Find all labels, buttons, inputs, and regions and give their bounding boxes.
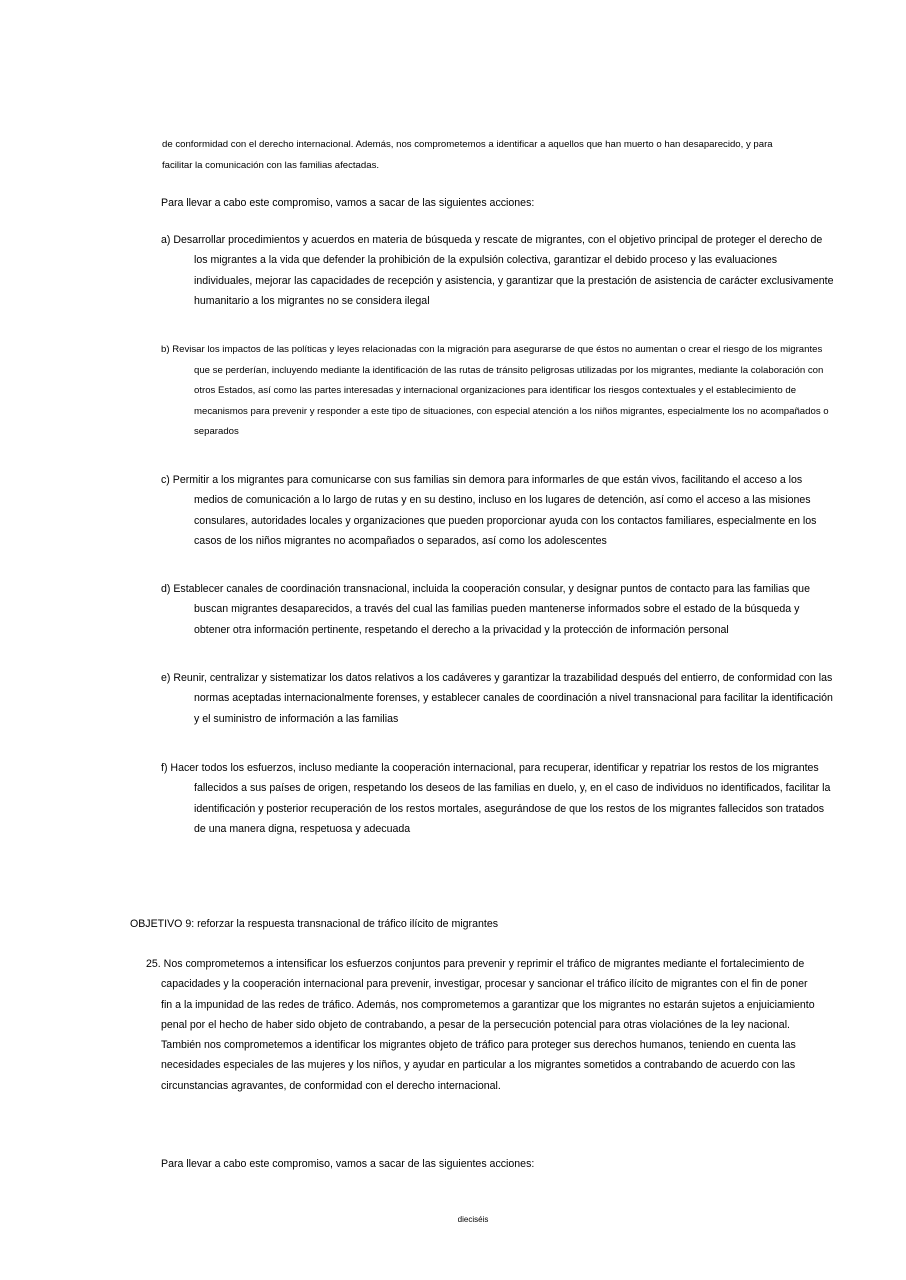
- actions-intro: Para llevar a cabo este compromiso, vamos a sacar de las siguientes acciones:: [161, 197, 535, 209]
- actions-intro-2: Para llevar a cabo este compromiso, vamos a sacar de las siguientes acciones:: [161, 1158, 535, 1170]
- paragraph-25: 25. Nos comprometemos a intensificar los esfuerzos conjuntos para prevenir y reprimir el tráfico de migrantes mediante el fortalecimiento de capacidades y la cooperación internacional para prevenir, investigar, procesar y sancionar el tráfico ilícito de migrantes con el fin de poner fin a la impunidad de las redes de tráfico. Además, nos comprometemos a garantizar que los migrantes no estarán sujetos a enjuiciamiento penal por el hecho de haber sido objeto de contrabando, a pesar de la persecución potencial para otras violaciónes de la ley nacional. También nos comprometemos a identificar los migrantes objeto de tráfico para proteger sus derechos humanos, teniendo en cuenta las necesidades especiales de las mujeres y los niños, y ayudar en particular a los migrantes sometidos a contrabando de acuerdo con las circunstancias agravantes, de conformidad con el derecho internacional.: [146, 958, 815, 1092]
- intro-paragraph: de conformidad con el derecho internacional. Además, nos comprometemos a identificar a aquellos que han muerto o han desaparecido, y para facilitar la comunicación con las familias afectadas.: [162, 139, 773, 171]
- action-item-b: b) Revisar los impactos de las políticas y leyes relacionadas con la migración para asegurarse de que éstos no aumentan o crear el riesgo de los migrantes que se perderían, incluyendo mediante la identificación de las rutas de tránsito peligrosas utilizadas por los migrantes, mediante la colaboración con otros Estados, así como las partes interesadas y internacional organizaciones para identificar los riesgos contextuales y el establecimiento de mecanismos para prevenir y responder a este tipo de situaciones, con especial atención a los niños migrantes, especialmente los no acompañados o separados: [161, 344, 829, 437]
- action-item-c: c) Permitir a los migrantes para comunicarse con sus familias sin demora para informarles de que están vivos, facilitando el acceso a los medios de comunicación a lo largo de rutas y en su destino, incluso en los lugares de detención, así como el acceso a las misiones consulares, autoridades locales y organizaciones que pueden proporcionar ayuda con los contactos familiares, especialmente en los casos de los niños migrantes no acompañados o separados, así como los adolescentes: [161, 474, 817, 547]
- action-item-a: a) Desarrollar procedimientos y acuerdos en materia de búsqueda y rescate de migrantes, con el objetivo principal de proteger el derecho de los migrantes a la vida que defender la prohibición de la expulsión colectiva, garantizar el debido proceso y las evaluaciones individuales, mejorar las capacidades de recepción y asistencia, y garantizar que la prestación de asistencia de carácter exclusivamente humanitario a los migrantes no se considera ilegal: [161, 234, 834, 307]
- action-item-e: e) Reunir, centralizar y sistematizar los datos relativos a los cadáveres y garantizar la trazabilidad después del entierro, de conformidad con las normas aceptadas internacionalmente forenses, y establecer canales de coordinación a nivel transnacional para facilitar la identificación y el suministro de información a las familias: [161, 672, 833, 725]
- objective-heading: OBJETIVO 9: reforzar la respuesta transnacional de tráfico ilícito de migrantes: [130, 918, 499, 930]
- action-item-d: d) Establecer canales de coordinación transnacional, incluida la cooperación consular, y designar puntos de contacto para las familias que buscan migrantes desaparecidos, a través del cual las familias pueden mantenerse informados sobre el estado de la búsqueda y obtener otra información pertinente, respetando el derecho a la privacidad y la protección de información personal: [161, 583, 810, 636]
- page-number: dieciséis: [457, 1215, 489, 1224]
- action-item-f: f) Hacer todos los esfuerzos, incluso mediante la cooperación internacional, para recuperar, identificar y repatriar los restos de los migrantes fallecidos a sus países de origen, respetando los deseos de las familias en duelo, y, en el caso de individuos no identificados, facilitar la identificación y posterior recuperación de los restos mortales, asegurándose de que los restos de los migrantes fallecidos son tratados de una manera digna, respetuosa y adecuada: [161, 762, 831, 835]
